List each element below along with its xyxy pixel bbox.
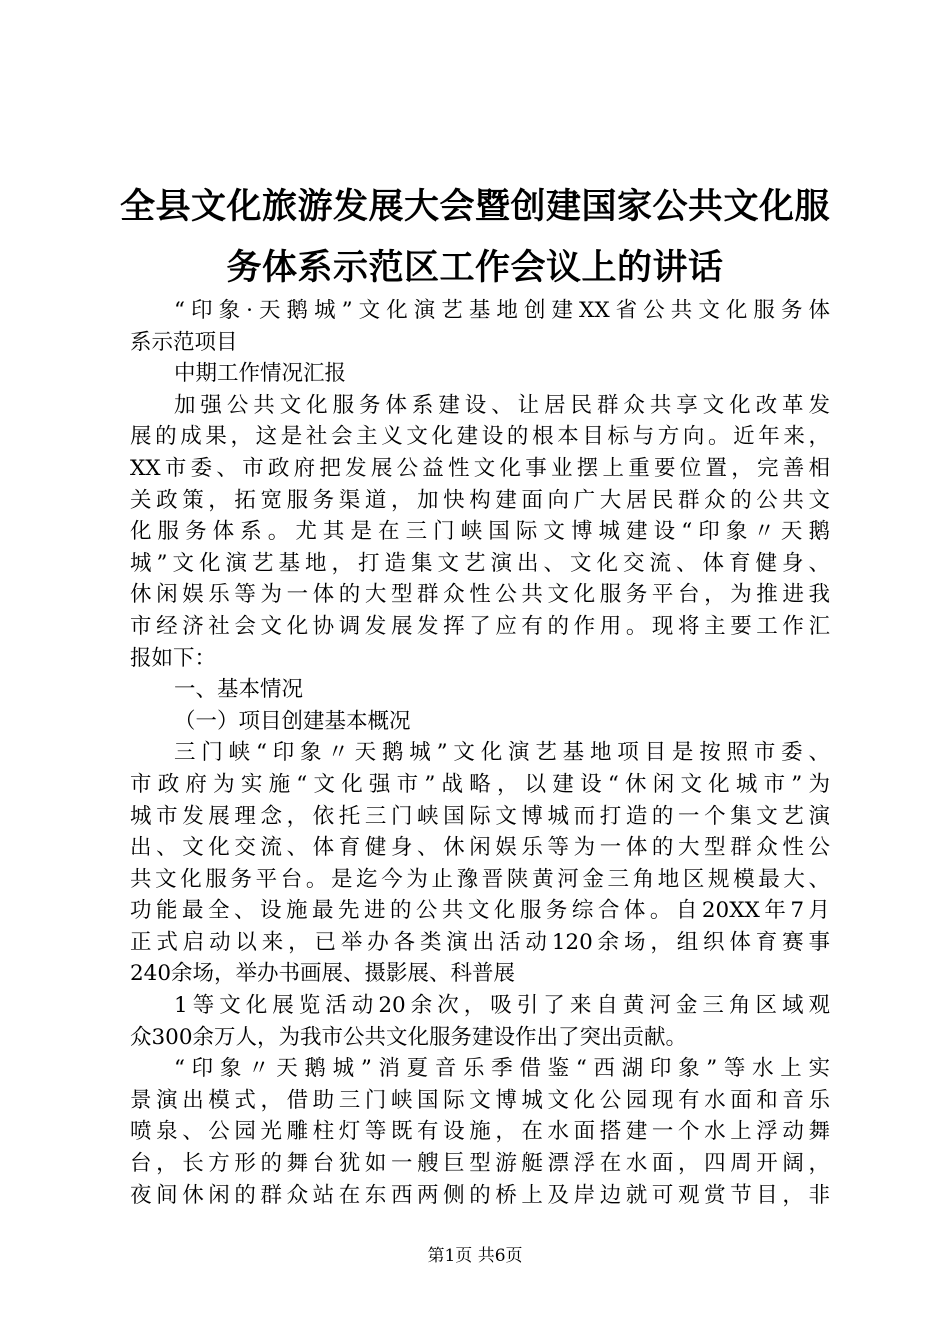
body-line: 加强公共文化服务体系建设、让居民群众共享文化改革发 (174, 392, 830, 418)
body-line: 展的成果，这是社会主义文化建设的根本目标与方向。近年来， (130, 424, 830, 450)
body-line: “印象·天鹅城”文化演艺基地创建XX省公共文化服务体 (174, 298, 830, 323)
page-number-footer: 第1页 共6页 (427, 1246, 523, 1266)
body-line: 240余场，举办书画展、摄影展、科普展 (130, 961, 516, 987)
document-title-line-1: 全县文化旅游发展大会暨创建国家公共文化服 (119, 187, 830, 227)
body-line: 共文化服务平台。是迄今为止豫晋陕黄河金三角地区规模最大、 (130, 866, 830, 892)
body-line: 休闲娱乐等为一体的大型群众性公共文化服务平台，为推进我 (130, 582, 830, 608)
body-line: 正式启动以来，已举办各类演出活动120余场，组织体育赛事 (130, 929, 830, 955)
body-line: 系示范项目 (130, 329, 238, 355)
body-line: 1等文化展览活动20余次，吸引了来自黄河金三角区域观 (174, 993, 830, 1019)
body-line: 中期工作情况汇报 (174, 361, 347, 387)
body-line: “印象〃天鹅城”消夏音乐季借鉴“西湖印象”等水上实 (174, 1056, 830, 1082)
body-line: 出、文化交流、体育健身、休闲娱乐等为一体的大型群众性公 (130, 835, 830, 861)
body-line: 城市发展理念，依托三门峡国际文博城而打造的一个集文艺演 (130, 803, 830, 829)
body-line: 夜间休闲的群众站在东西两侧的桥上及岸边就可观赏节目，非 (130, 1182, 830, 1208)
body-line: 功能最全、设施最先进的公共文化服务综合体。自20XX年7月 (130, 898, 830, 924)
body-line: XX市委、市政府把发展公益性文化事业摆上重要位置，完善相 (130, 455, 830, 481)
body-line: 关政策，拓宽服务渠道，加快构建面向广大居民群众的公共文 (130, 487, 830, 513)
body-line: 三门峡“印象〃天鹅城”文化演艺基地项目是按照市委、 (174, 740, 830, 766)
body-line: 市经济社会文化协调发展发挥了应有的作用。现将主要工作汇 (130, 613, 830, 639)
body-line: 城”文化演艺基地，打造集文艺演出、文化交流、体育健身、 (130, 550, 830, 576)
document-title-line-2: 务体系示范区工作会议上的讲话 (226, 248, 724, 288)
body-line: 台，长方形的舞台犹如一艘巨型游艇漂浮在水面，四周开阔， (130, 1151, 830, 1177)
body-line: 景演出模式，借助三门峡国际文博城文化公园现有水面和音乐 (130, 1087, 830, 1113)
subsection-heading: （一）项目创建基本概况 (174, 708, 411, 734)
body-line: 市政府为实施“文化强市”战略，以建设“休闲文化城市”为 (130, 771, 830, 797)
section-heading: 一、基本情况 (174, 677, 304, 703)
document-body (130, 295, 830, 1211)
body-line: 喷泉、公园光雕柱灯等既有设施，在水面搭建一个水上浮动舞 (130, 1119, 830, 1145)
body-line: 报如下： (130, 645, 217, 671)
body-line: 化服务体系。尤其是在三门峡国际文博城建设“印象〃天鹅 (130, 519, 830, 545)
body-line: 众300余万人，为我市公共文化服务建设作出了突出贡献。 (130, 1024, 688, 1050)
